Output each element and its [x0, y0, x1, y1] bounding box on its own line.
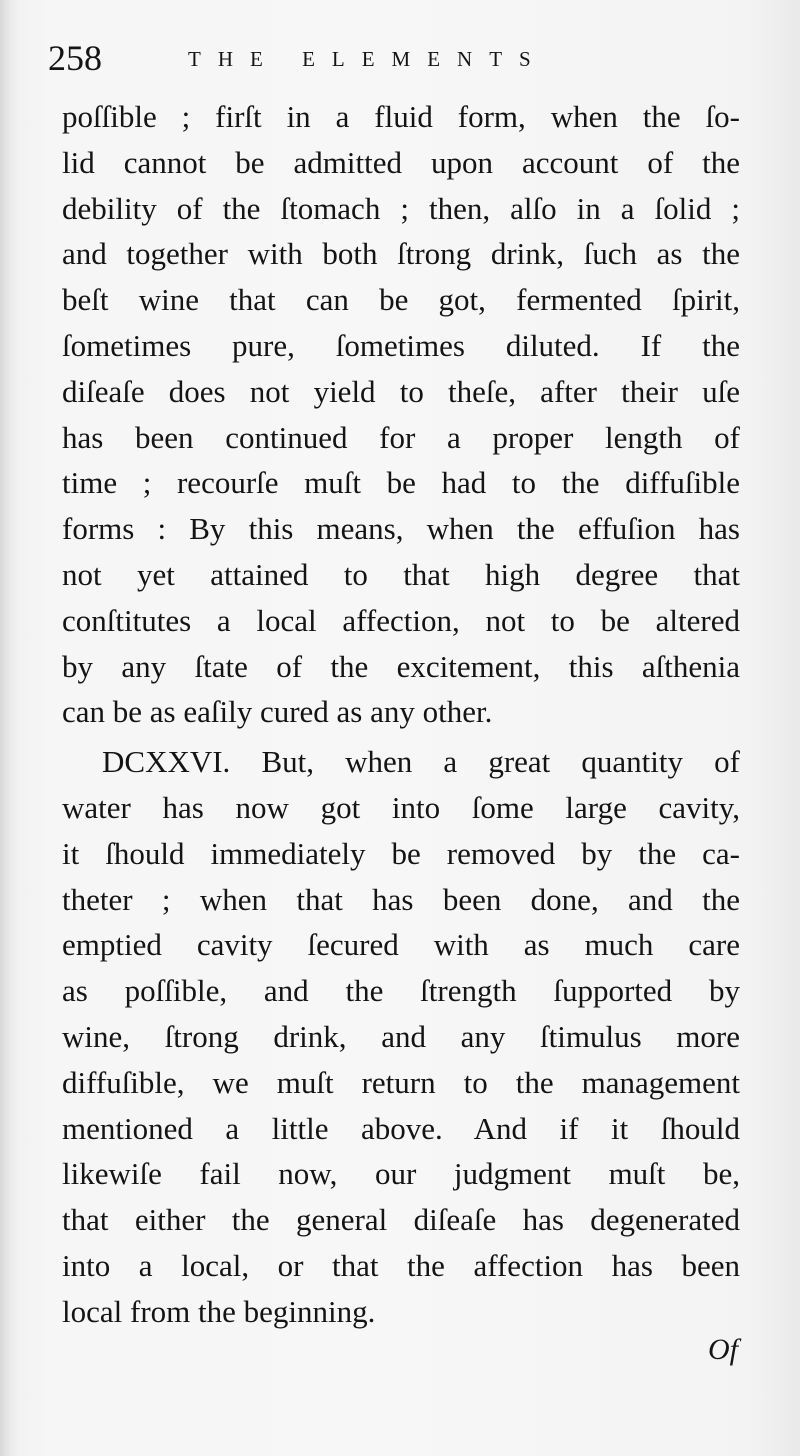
- running-head: THE ELEMENTS: [188, 47, 548, 71]
- text-line: forms : By this means, when the effuſion has: [62, 511, 740, 547]
- text-line: and together with both ſtrong drink, ſuch as the: [62, 236, 740, 272]
- text-line: DCXXVI. But, when a great quantity of: [102, 744, 740, 780]
- text-line: debility of the ſtomach ; then, alſo in a ſolid ;: [62, 190, 740, 226]
- text-line: beſt wine that can be got, fermented ſpirit,: [62, 282, 740, 318]
- catchword: Of: [708, 1333, 738, 1366]
- text-line: theter ; when that has been done, and the: [62, 881, 740, 917]
- text-line: as poſſible, and the ſtrength ſupported by: [62, 973, 740, 1009]
- text-line: water has now got into ſome large cavity,: [62, 789, 740, 825]
- text-line: has been continued for a proper length of: [62, 419, 740, 455]
- page-header: [48, 36, 748, 86]
- text-line: local from the beginning.: [62, 1293, 376, 1329]
- text-line: diſeaſe does not yield to theſe, after their uſe: [62, 373, 740, 409]
- paragraph-2: [62, 739, 740, 1334]
- page-number: 258: [48, 38, 102, 78]
- text-line: time ; recourſe muſt be had to the diffuſible: [62, 465, 740, 501]
- text-line: conſtitutes a local affection, not to be altered: [62, 602, 740, 638]
- text-line: it ſhould immediately be removed by the ca-: [62, 835, 740, 871]
- text-line: ſometimes pure, ſometimes diluted. If the: [62, 327, 740, 363]
- text-line: emptied cavity ſecured with as much care: [62, 927, 740, 963]
- paragraph-1: [62, 94, 740, 735]
- text-line: wine, ſtrong drink, and any ſtimulus more: [62, 1018, 740, 1054]
- text-line: poſſible ; firſt in a fluid form, when the ſo-: [62, 99, 740, 134]
- text-line: can be as eaſily cured as any other.: [62, 694, 493, 730]
- text-line: by any ſtate of the excitement, this aſthenia: [62, 648, 740, 684]
- text-line: not yet attained to that high degree that: [62, 556, 740, 592]
- text-line: likewiſe fail now, our judgment muſt be,: [62, 1156, 740, 1192]
- body-text: [62, 94, 740, 1335]
- text-line: that either the general diſeaſe has degenerated: [62, 1202, 740, 1238]
- text-line: lid cannot be admitted upon account of the: [62, 144, 740, 180]
- text-line: mentioned a little above. And if it ſhould: [62, 1110, 740, 1146]
- text-line: into a local, or that the affection has been: [62, 1247, 740, 1283]
- text-line: diffuſible, we muſt return to the management: [62, 1064, 740, 1100]
- page-gutter-shadow: [0, 0, 18, 1456]
